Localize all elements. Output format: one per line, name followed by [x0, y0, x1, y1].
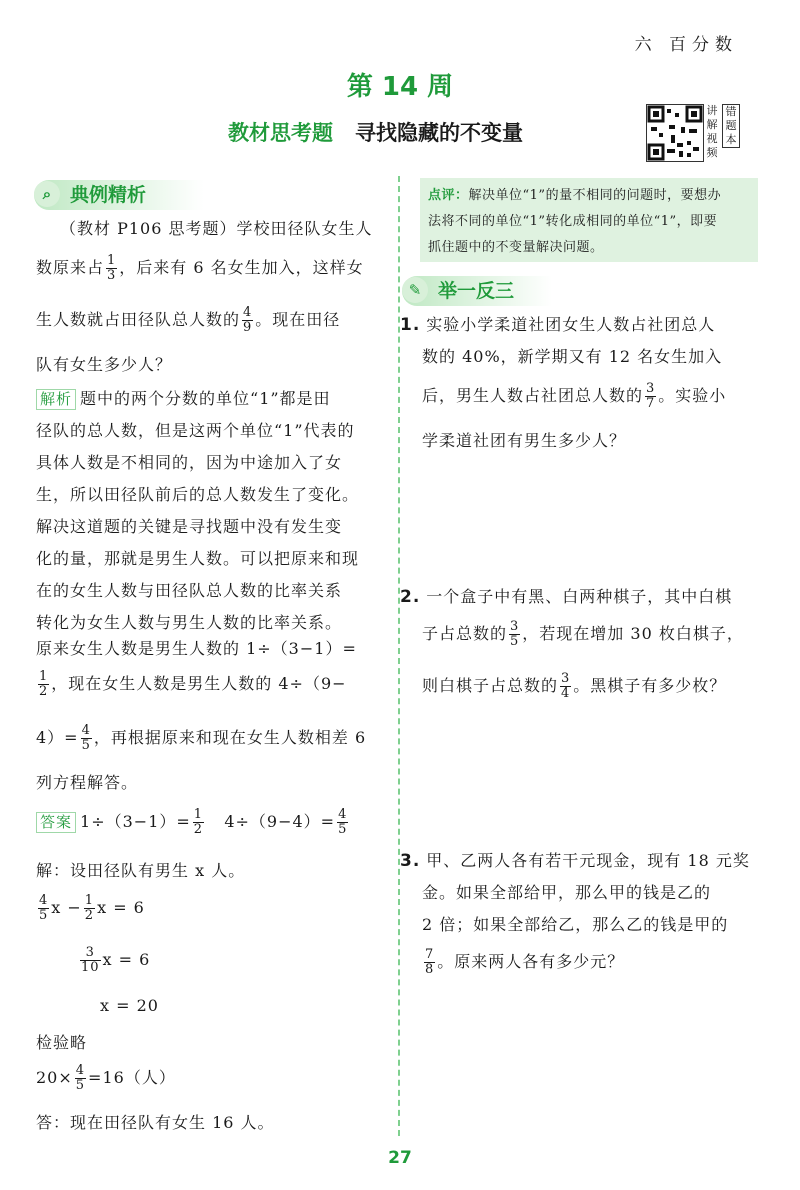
analysis-line-1: 解析 题中的两个分数的单位“1”都是田 — [36, 386, 331, 410]
comment-line-3: 抓住题中的不变量解决问题。 — [428, 240, 604, 255]
qr-code[interactable] — [646, 104, 704, 162]
practice-section-header — [402, 276, 514, 303]
analysis-line-10: $\frac{1}{2}$ ，现在女生人数是男生人数的 4÷（9− — [39, 669, 347, 699]
analysis-line-3: 具体人数是不相同的，因为中途加入了女 — [36, 453, 343, 472]
search-icon: ⌕ — [34, 181, 60, 207]
qr-label-video: 讲解视频 — [706, 104, 718, 159]
fraction: $\frac{3}{10}$ — [81, 945, 100, 975]
solution-setup: 解：设田径队有男生 x 人。 — [36, 861, 246, 880]
practice-q3-line-2: 金。如果全部给甲，那么甲的钱是乙的 — [422, 883, 712, 902]
comment-box — [420, 178, 758, 262]
check-line: 检验略 — [36, 1033, 88, 1052]
comment-line-1: 点评：解决单位“1”的量不相同的问题时，要想办 — [428, 188, 722, 203]
analysis-line-2: 径队的总人数，但是这两个单位“1”代表的 — [36, 421, 355, 440]
example-section-title: 典例精析 — [70, 184, 147, 206]
answer-tag: 答案 — [36, 812, 76, 833]
analysis-line-12: 列方程解答。 — [36, 773, 139, 792]
question-line-3: 生人数就占田径队总人数的 $\frac{4}{9}$ 。现在田径 — [36, 305, 341, 335]
practice-q2-line-2: 子占总数的 $\frac{3}{5}$ ，若现在增加 30 枚白棋子， — [422, 619, 744, 649]
fraction: $\frac{3}{4}$ — [561, 671, 571, 701]
fraction: $\frac{1}{2}$ — [84, 893, 95, 923]
practice-q1-line-2: 数的 40%，新学期又有 12 名女生加入 — [422, 347, 723, 366]
fraction: $\frac{3}{7}$ — [646, 381, 656, 411]
equation-1: $\frac{4}{5}$ x − $\frac{1}{2}$ x = 6 — [39, 893, 145, 923]
question-line-4: 队有女生多少人？ — [36, 355, 173, 374]
fraction: $\frac{1}{2}$ — [193, 807, 204, 837]
practice-q2-line-1: 2. 一个盒子中有黑、白两种棋子，其中白棋 — [400, 587, 733, 607]
fraction: $\frac{4}{5}$ — [338, 807, 348, 837]
final-answer: 答：现在田径队有女生 16 人。 — [36, 1113, 275, 1132]
practice-q1-line-3: 后，男生人数占社团总人数的 $\frac{3}{7}$ 。实验小 — [422, 381, 727, 411]
equation-3: x = 20 — [100, 996, 159, 1015]
fraction: $\frac{1}{3}$ — [107, 253, 117, 283]
practice-q3-line-1: 3. 甲、乙两人各有若干元现金，现有 18 元奖 — [400, 851, 750, 871]
calculation-line: 20× $\frac{4}{5}$ =16（人） — [36, 1063, 176, 1093]
practice-q3-line-3: 2 倍；如果全部给乙，那么乙的钱是甲的 — [422, 915, 729, 934]
lesson-subtitle — [228, 117, 523, 147]
fraction: $\frac{4}{5}$ — [81, 723, 91, 753]
practice-q2-line-3: 则白棋子占总数的 $\frac{3}{4}$ 。黑棋子有多少枚？ — [422, 671, 727, 701]
practice-q3-line-4: $\frac{7}{8}$ 。原来两人各有多少元？ — [425, 947, 625, 977]
practice-section-title: 举一反三 — [438, 280, 515, 302]
chapter-title: 六 百分数 — [634, 35, 738, 55]
qr-code-icon — [647, 105, 703, 161]
equation-2: $\frac{3}{10}$ x = 6 — [81, 945, 151, 975]
fraction: $\frac{1}{2}$ — [39, 669, 49, 699]
page-number: 27 — [388, 1148, 412, 1168]
example-section-header — [34, 180, 146, 207]
pencil-icon: ✎ — [402, 277, 428, 303]
analysis-line-8: 转化为女生人数与男生人数的比率关系。 — [36, 613, 343, 632]
fraction: $\frac{4}{5}$ — [39, 893, 49, 923]
practice-q1-line-1: 1. 实验小学柔道社团女生人数占社团总人 — [400, 315, 716, 335]
lesson-tag: 教材思考题 — [228, 121, 333, 145]
lesson-topic: 寻找隐藏的不变量 — [355, 121, 523, 145]
week-title: 第 14 周 — [346, 72, 454, 102]
analysis-line-5: 解决这道题的关键是寻找题中没有发生变 — [36, 517, 343, 536]
fraction: $\frac{4}{9}$ — [243, 305, 253, 335]
fraction: $\frac{7}{8}$ — [425, 947, 435, 977]
question-line-1: （教材 P106 思考题）学校田径队女生人 — [60, 219, 373, 238]
fraction: $\frac{3}{5}$ — [510, 619, 520, 649]
analysis-line-7: 在的女生人数与田径队总人数的比率关系 — [36, 581, 343, 600]
fraction: $\frac{4}{5}$ — [75, 1063, 86, 1093]
practice-q1-line-4: 学柔道社团有男生多少人？ — [422, 431, 627, 450]
analysis-line-6: 化的量，那就是男生人数。可以把原来和现 — [36, 549, 360, 568]
question-line-2: 数原来占 $\frac{1}{3}$ ，后来有 6 名女生加入，这样女 — [36, 253, 364, 283]
answer-line: 答案 1÷（3−1）= $\frac{1}{2}$ 4÷（9−4）= $\frac{4}{5}$ — [36, 808, 350, 837]
analysis-tag: 解析 — [36, 389, 76, 410]
comment-line-2: 法将不同的单位“1”转化成相同的单位“1”，即要 — [428, 214, 718, 229]
analysis-line-11: 4）= $\frac{4}{5}$ ，再根据原来和现在女生人数相差 6 — [36, 723, 367, 753]
analysis-line-9: 原来女生人数是男生人数的 1÷（3−1）= — [36, 639, 357, 658]
analysis-line-4: 生，所以田径队前后的总人数发生了变化。 — [36, 485, 360, 504]
qr-label-mistakes: 错题本 — [722, 104, 740, 148]
